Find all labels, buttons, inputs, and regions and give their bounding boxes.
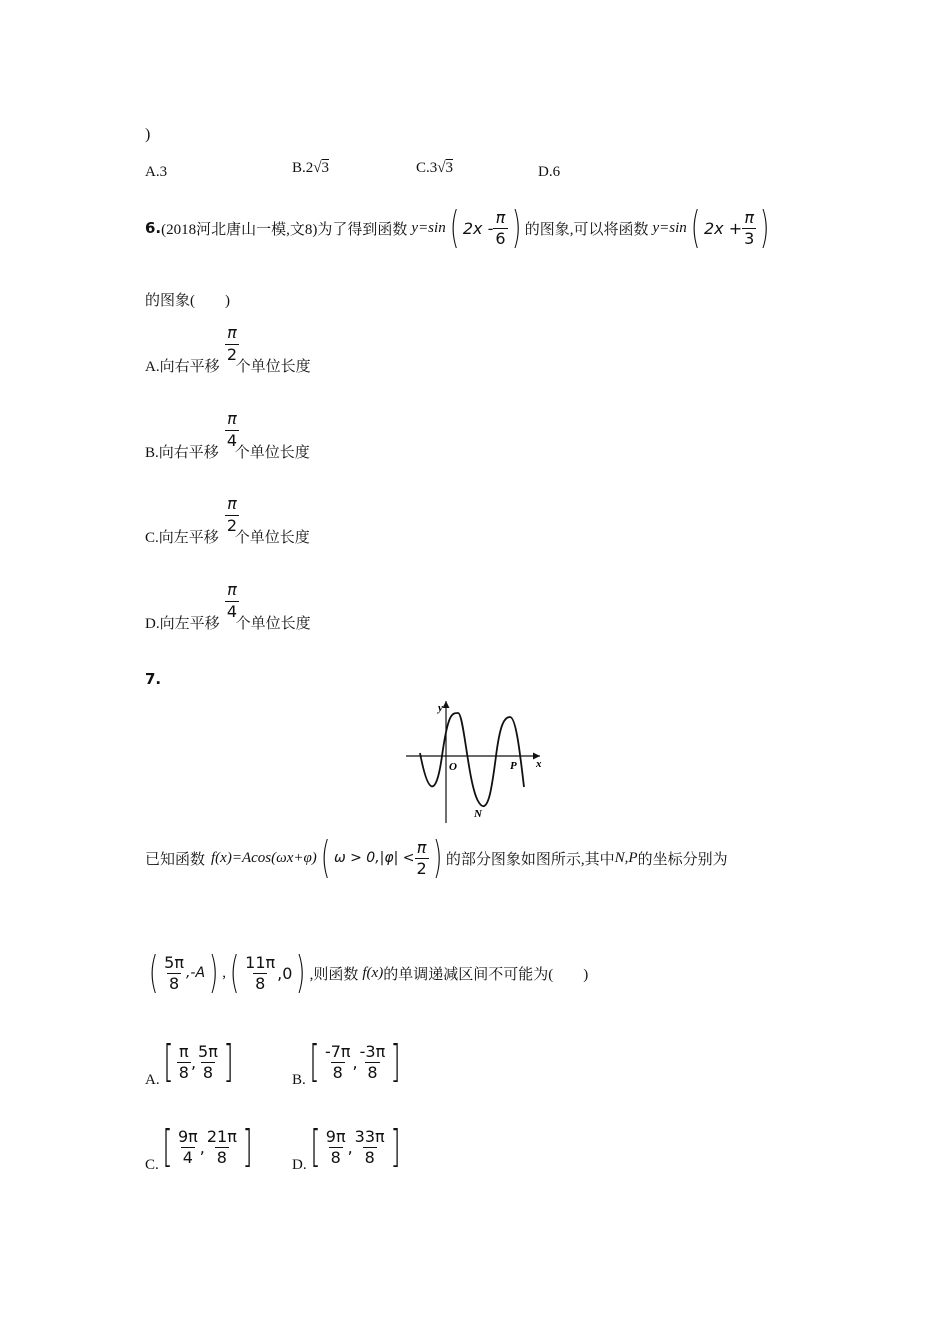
q6-option-a[interactable]: A.向右平移 个单位长度 bbox=[145, 359, 311, 375]
q7-cosine-graph bbox=[400, 695, 550, 835]
q7-stem-coords: ( $\frac{5\pi}{8}$ ,-A ) , ( $\frac{11\pi}{8}$ ,0 ) ,则函数 f(x) 的单调递减区间不可能为( ) bbox=[145, 945, 588, 1001]
q7-option-c[interactable]: C. [ $\frac{9\pi}{4}$ , $\frac{21\pi}{8}$ ] bbox=[145, 1121, 253, 1173]
q6-func2-arg: ( 2x + $\frac{\pi}{3}$ ) bbox=[690, 202, 770, 253]
q6-option-d-frac: π 4 bbox=[226, 580, 238, 621]
q5-option-d[interactable]: D.6 bbox=[538, 164, 561, 180]
q6-func1-arg: ( 2x - $\frac{\pi}{6}$ ) bbox=[449, 202, 521, 253]
q6-stem: 6. (2018河北唐山一模,文8) 为了得到函数 y=sin ( 2x - $\frac{\pi}{6}$ ) 的图象,可以将函数 y=sin ( 2x + $\frac{\pi}{3}$ ) bbox=[145, 200, 773, 256]
graph-label-n: N bbox=[474, 808, 482, 820]
q7-option-b[interactable]: B. [ $\frac{-7\pi}{8}$ , $\frac{-3\pi}{8}$ ] bbox=[292, 1036, 401, 1088]
graph-label-o: O bbox=[449, 761, 457, 773]
q7-stem: 已知函数 f(x)=Acos(ωx+φ) ( ω > 0,|φ| < $\frac{\pi}{2}$ ) 的部分图象如图所示,其中 N,P 的坐标分别为 bbox=[145, 832, 728, 883]
graph-label-x: x bbox=[536, 758, 542, 770]
point-n-coords: ( $\frac{5\pi}{8}$ ,-A ) bbox=[148, 947, 219, 998]
q6-stem-tail: 的图象( ) bbox=[145, 293, 230, 309]
graph-label-y: y bbox=[438, 702, 443, 714]
q7-option-d[interactable]: D. [ $\frac{9\pi}{8}$ , $\frac{33\pi}{8}$ ] bbox=[292, 1121, 401, 1173]
q6-option-d[interactable]: D.向左平移 个单位长度 bbox=[145, 616, 311, 632]
top-paren: ) bbox=[145, 126, 151, 143]
q5-option-c[interactable]: C.3√3 bbox=[416, 160, 453, 176]
q6-option-b[interactable]: B.向右平移 个单位长度 bbox=[145, 445, 310, 461]
q6-option-a-frac: π 2 bbox=[226, 323, 238, 364]
q5-option-b[interactable]: B.2√3 bbox=[292, 160, 329, 176]
graph-label-p: P bbox=[510, 760, 517, 772]
q6-option-c[interactable]: C.向左平移 个单位长度 bbox=[145, 530, 310, 546]
q7-condition: ( ω > 0,|φ| < $\frac{\pi}{2}$ ) bbox=[320, 832, 443, 883]
cosine-curve bbox=[420, 713, 524, 806]
q5-option-a[interactable]: A.3 bbox=[145, 164, 168, 180]
sqrt-sign: √ bbox=[313, 160, 322, 176]
q7-number: 7. bbox=[145, 670, 162, 688]
sqrt-sign: √ bbox=[437, 160, 446, 176]
point-p-coords: ( $\frac{11\pi}{8}$ ,0 ) bbox=[229, 947, 306, 998]
q6-option-b-frac: π 4 bbox=[226, 409, 238, 450]
q7-option-a[interactable]: A. [ $\frac{\pi}{8}$ , $\frac{5\pi}{8}$ ] bbox=[145, 1036, 234, 1088]
q6-option-c-frac: π 2 bbox=[226, 494, 238, 535]
